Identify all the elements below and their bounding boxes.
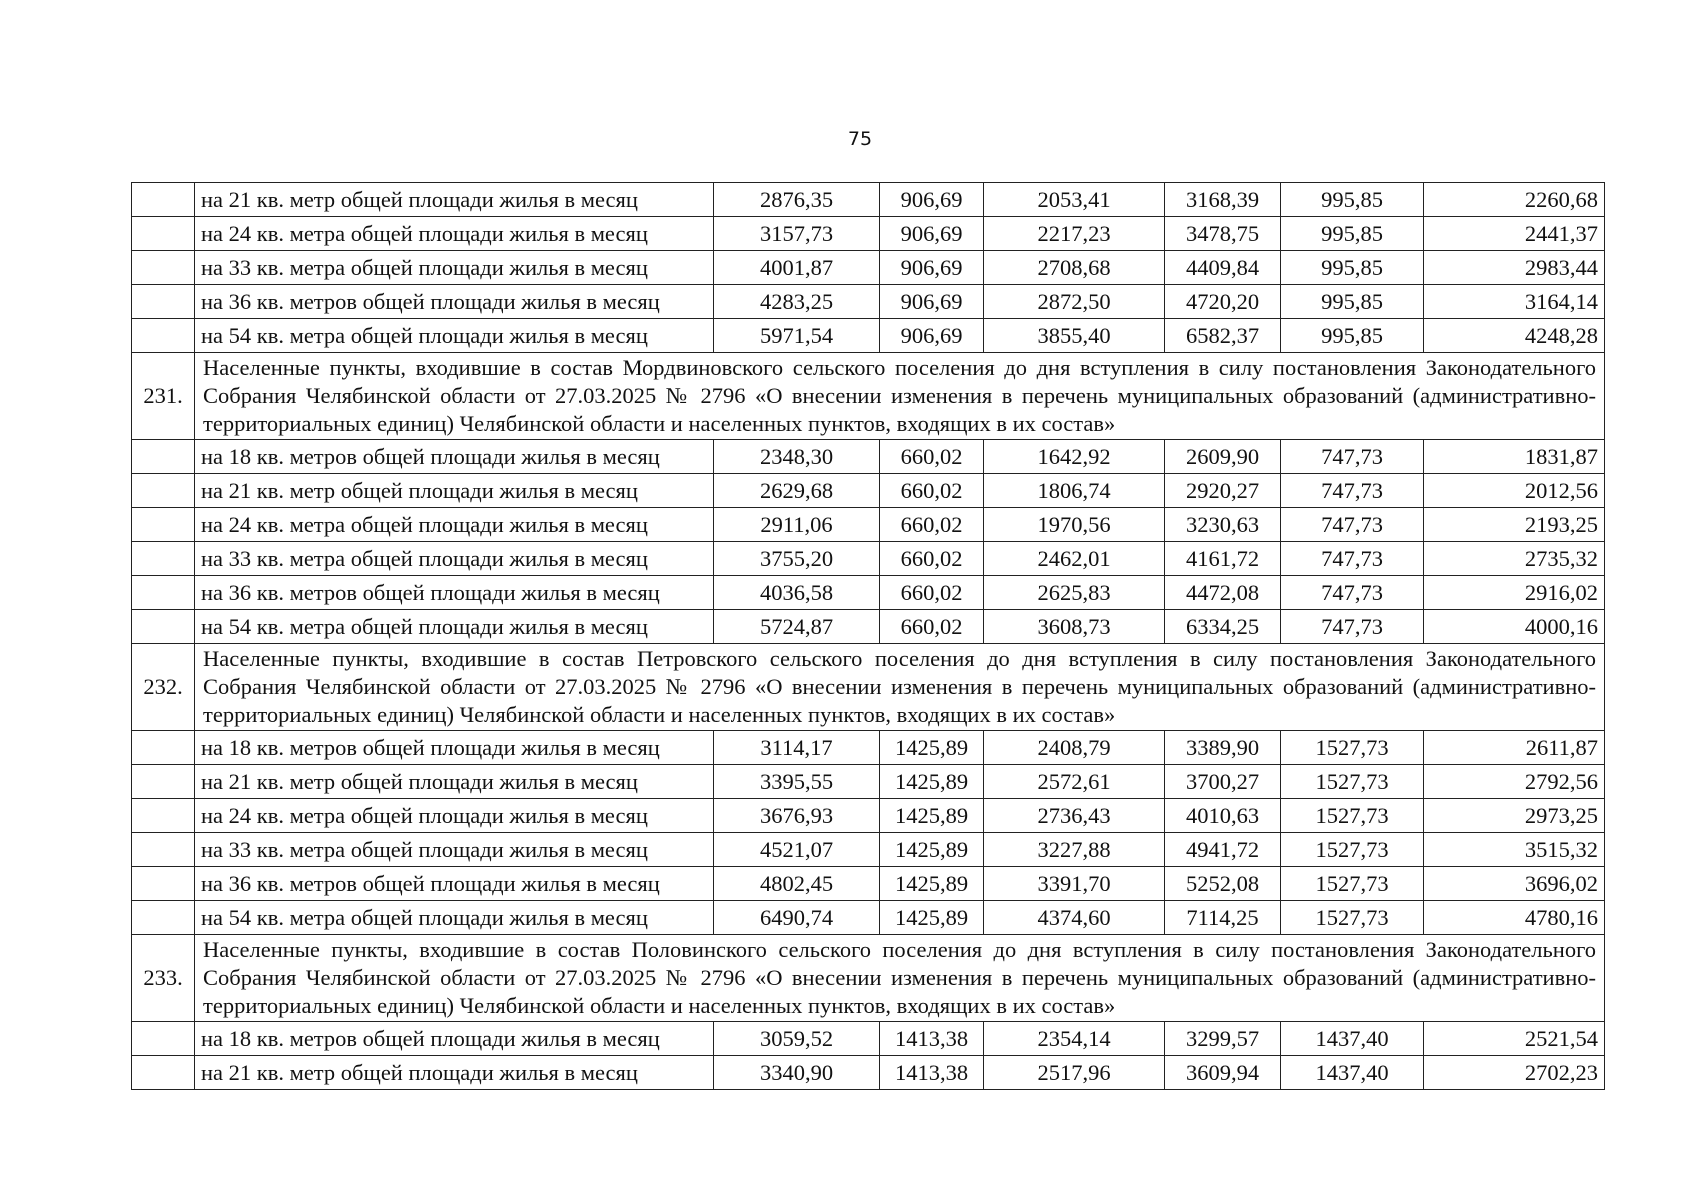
value-cell-6: 4000,16 (1424, 610, 1605, 644)
row-description: на 54 кв. метра общей площади жилья в месяц (195, 319, 714, 353)
value-cell-2: 1425,89 (880, 901, 984, 935)
row-number-cell (132, 183, 195, 217)
table-row (132, 799, 1605, 833)
value-cell-6: 2735,32 (1424, 542, 1605, 576)
value-cell-1: 4802,45 (714, 867, 880, 901)
value-cell-5: 1437,40 (1281, 1056, 1424, 1090)
row-number-cell (132, 508, 195, 542)
value-cell-5: 747,73 (1281, 576, 1424, 610)
value-cell-3: 2736,43 (984, 799, 1165, 833)
value-cell-3: 2872,50 (984, 285, 1165, 319)
row-description: на 18 кв. метров общей площади жилья в месяц (195, 440, 714, 474)
value-cell-4: 3299,57 (1165, 1022, 1281, 1056)
row-description: на 21 кв. метр общей площади жилья в месяц (195, 1056, 714, 1090)
value-cell-6: 2973,25 (1424, 799, 1605, 833)
value-cell-2: 906,69 (880, 251, 984, 285)
value-cell-6: 2792,56 (1424, 765, 1605, 799)
value-cell-6: 2611,87 (1424, 731, 1605, 765)
value-cell-5: 995,85 (1281, 217, 1424, 251)
row-number-cell (132, 731, 195, 765)
value-cell-1: 5724,87 (714, 610, 880, 644)
value-cell-1: 3114,17 (714, 731, 880, 765)
row-number-cell (132, 576, 195, 610)
row-number-cell (132, 319, 195, 353)
row-description: на 21 кв. метр общей площади жилья в месяц (195, 765, 714, 799)
value-cell-6: 4780,16 (1424, 901, 1605, 935)
section-number: 231. (132, 353, 195, 440)
value-cell-3: 2708,68 (984, 251, 1165, 285)
value-cell-6: 2193,25 (1424, 508, 1605, 542)
value-cell-2: 1425,89 (880, 799, 984, 833)
value-cell-4: 5252,08 (1165, 867, 1281, 901)
row-number-cell (132, 285, 195, 319)
value-cell-3: 2354,14 (984, 1022, 1165, 1056)
row-number-cell (132, 765, 195, 799)
value-cell-2: 906,69 (880, 217, 984, 251)
value-cell-1: 4283,25 (714, 285, 880, 319)
value-cell-5: 1527,73 (1281, 765, 1424, 799)
row-description: на 24 кв. метра общей площади жилья в месяц (195, 217, 714, 251)
table-row (132, 542, 1605, 576)
value-cell-4: 4720,20 (1165, 285, 1281, 319)
value-cell-6: 2012,56 (1424, 474, 1605, 508)
value-cell-1: 4036,58 (714, 576, 880, 610)
value-cell-5: 747,73 (1281, 610, 1424, 644)
value-cell-3: 3608,73 (984, 610, 1165, 644)
section-heading: Населенные пункты, входившие в состав Половинского сельского поселения до дня вступления в силу постановления Законодательного Собрания Челябинской области от 27.03.2025 № 2796 «О внесении изменения в перечень муниципальных образований (административно-территориальных единиц) Челябинской области и населенных пунктов, входящих в их состав» (195, 935, 1605, 1022)
value-cell-6: 3696,02 (1424, 867, 1605, 901)
row-description: на 24 кв. метра общей площади жилья в месяц (195, 508, 714, 542)
value-cell-6: 2521,54 (1424, 1022, 1605, 1056)
value-cell-5: 1527,73 (1281, 867, 1424, 901)
section-number: 232. (132, 644, 195, 731)
value-cell-6: 4248,28 (1424, 319, 1605, 353)
value-cell-3: 4374,60 (984, 901, 1165, 935)
table-row (132, 474, 1605, 508)
table-row (132, 440, 1605, 474)
value-cell-6: 3164,14 (1424, 285, 1605, 319)
row-number-cell (132, 867, 195, 901)
value-cell-4: 7114,25 (1165, 901, 1281, 935)
row-description: на 54 кв. метра общей площади жилья в месяц (195, 610, 714, 644)
value-cell-3: 2408,79 (984, 731, 1165, 765)
value-cell-3: 2053,41 (984, 183, 1165, 217)
value-cell-5: 747,73 (1281, 542, 1424, 576)
value-cell-4: 6582,37 (1165, 319, 1281, 353)
value-cell-2: 660,02 (880, 474, 984, 508)
value-cell-4: 3230,63 (1165, 508, 1281, 542)
value-cell-5: 995,85 (1281, 285, 1424, 319)
value-cell-2: 1413,38 (880, 1022, 984, 1056)
value-cell-1: 4001,87 (714, 251, 880, 285)
row-description: на 33 кв. метра общей площади жилья в месяц (195, 251, 714, 285)
table-row (132, 867, 1605, 901)
value-cell-3: 1970,56 (984, 508, 1165, 542)
value-cell-2: 906,69 (880, 285, 984, 319)
value-cell-3: 3227,88 (984, 833, 1165, 867)
value-cell-6: 2916,02 (1424, 576, 1605, 610)
row-number-cell (132, 833, 195, 867)
row-number-cell (132, 217, 195, 251)
value-cell-4: 3700,27 (1165, 765, 1281, 799)
value-cell-3: 2462,01 (984, 542, 1165, 576)
row-description: на 33 кв. метра общей площади жилья в месяц (195, 542, 714, 576)
value-cell-4: 6334,25 (1165, 610, 1281, 644)
row-number-cell (132, 251, 195, 285)
value-cell-4: 2609,90 (1165, 440, 1281, 474)
value-cell-1: 2629,68 (714, 474, 880, 508)
value-cell-3: 2572,61 (984, 765, 1165, 799)
table-row (132, 833, 1605, 867)
value-cell-4: 4409,84 (1165, 251, 1281, 285)
value-cell-6: 2260,68 (1424, 183, 1605, 217)
row-description: на 36 кв. метров общей площади жилья в месяц (195, 576, 714, 610)
row-number-cell (132, 440, 195, 474)
value-cell-6: 2441,37 (1424, 217, 1605, 251)
value-cell-1: 3059,52 (714, 1022, 880, 1056)
table-row (132, 731, 1605, 765)
value-cell-2: 906,69 (880, 183, 984, 217)
value-cell-5: 747,73 (1281, 508, 1424, 542)
table-row (132, 508, 1605, 542)
value-cell-1: 6490,74 (714, 901, 880, 935)
value-cell-5: 1437,40 (1281, 1022, 1424, 1056)
value-cell-2: 660,02 (880, 576, 984, 610)
table-row (132, 901, 1605, 935)
value-cell-4: 4941,72 (1165, 833, 1281, 867)
tariff-table (131, 182, 1605, 1090)
value-cell-2: 1425,89 (880, 765, 984, 799)
value-cell-2: 906,69 (880, 319, 984, 353)
row-description: на 24 кв. метра общей площади жилья в месяц (195, 799, 714, 833)
value-cell-5: 995,85 (1281, 183, 1424, 217)
value-cell-3: 2625,83 (984, 576, 1165, 610)
section-number: 233. (132, 935, 195, 1022)
value-cell-1: 5971,54 (714, 319, 880, 353)
value-cell-4: 2920,27 (1165, 474, 1281, 508)
section-row (132, 935, 1605, 1022)
row-number-cell (132, 1022, 195, 1056)
row-number-cell (132, 474, 195, 508)
row-description: на 18 кв. метров общей площади жилья в месяц (195, 731, 714, 765)
value-cell-3: 1642,92 (984, 440, 1165, 474)
value-cell-1: 2876,35 (714, 183, 880, 217)
table-row (132, 765, 1605, 799)
table-row (132, 217, 1605, 251)
value-cell-4: 4010,63 (1165, 799, 1281, 833)
value-cell-1: 2911,06 (714, 508, 880, 542)
row-description: на 21 кв. метр общей площади жилья в месяц (195, 183, 714, 217)
value-cell-4: 3609,94 (1165, 1056, 1281, 1090)
row-description: на 33 кв. метра общей площади жилья в месяц (195, 833, 714, 867)
value-cell-3: 3855,40 (984, 319, 1165, 353)
table-row (132, 1056, 1605, 1090)
value-cell-2: 1425,89 (880, 867, 984, 901)
table-row (132, 285, 1605, 319)
value-cell-6: 1831,87 (1424, 440, 1605, 474)
value-cell-1: 3340,90 (714, 1056, 880, 1090)
row-description: на 18 кв. метров общей площади жилья в месяц (195, 1022, 714, 1056)
table-row (132, 251, 1605, 285)
row-number-cell (132, 799, 195, 833)
row-number-cell (132, 610, 195, 644)
value-cell-2: 1425,89 (880, 731, 984, 765)
value-cell-2: 1413,38 (880, 1056, 984, 1090)
value-cell-5: 1527,73 (1281, 833, 1424, 867)
value-cell-3: 1806,74 (984, 474, 1165, 508)
page-number: 75 (847, 128, 873, 150)
value-cell-2: 660,02 (880, 440, 984, 474)
value-cell-1: 2348,30 (714, 440, 880, 474)
value-cell-3: 2517,96 (984, 1056, 1165, 1090)
value-cell-6: 3515,32 (1424, 833, 1605, 867)
value-cell-6: 2702,23 (1424, 1056, 1605, 1090)
table-row (132, 576, 1605, 610)
value-cell-4: 4472,08 (1165, 576, 1281, 610)
value-cell-4: 3168,39 (1165, 183, 1281, 217)
value-cell-4: 3389,90 (1165, 731, 1281, 765)
table-row (132, 1022, 1605, 1056)
table-row (132, 319, 1605, 353)
row-description: на 54 кв. метра общей площади жилья в месяц (195, 901, 714, 935)
section-row (132, 353, 1605, 440)
row-number-cell (132, 901, 195, 935)
value-cell-2: 660,02 (880, 542, 984, 576)
row-description: на 36 кв. метров общей площади жилья в месяц (195, 285, 714, 319)
row-description: на 36 кв. метров общей площади жилья в месяц (195, 867, 714, 901)
value-cell-4: 4161,72 (1165, 542, 1281, 576)
section-heading: Населенные пункты, входившие в состав Мордвиновского сельского поселения до дня вступления в силу постановления Законодательного Собрания Челябинской области от 27.03.2025 № 2796 «О внесении изменения в перечень муниципальных образований (административно-территориальных единиц) Челябинской области и населенных пунктов, входящих в их состав» (195, 353, 1605, 440)
value-cell-5: 1527,73 (1281, 799, 1424, 833)
table-row (132, 183, 1605, 217)
value-cell-1: 3395,55 (714, 765, 880, 799)
value-cell-1: 4521,07 (714, 833, 880, 867)
value-cell-5: 995,85 (1281, 319, 1424, 353)
table-row (132, 610, 1605, 644)
value-cell-5: 995,85 (1281, 251, 1424, 285)
value-cell-3: 2217,23 (984, 217, 1165, 251)
value-cell-5: 1527,73 (1281, 901, 1424, 935)
section-heading: Населенные пункты, входившие в состав Петровского сельского поселения до дня вступления в силу постановления Законодательного Собрания Челябинской области от 27.03.2025 № 2796 «О внесении изменения в перечень муниципальных образований (административно-территориальных единиц) Челябинской области и населенных пунктов, входящих в их состав» (195, 644, 1605, 731)
value-cell-1: 3676,93 (714, 799, 880, 833)
row-description: на 21 кв. метр общей площади жилья в месяц (195, 474, 714, 508)
value-cell-5: 747,73 (1281, 440, 1424, 474)
value-cell-5: 1527,73 (1281, 731, 1424, 765)
value-cell-1: 3755,20 (714, 542, 880, 576)
value-cell-2: 660,02 (880, 610, 984, 644)
value-cell-4: 3478,75 (1165, 217, 1281, 251)
value-cell-5: 747,73 (1281, 474, 1424, 508)
row-number-cell (132, 542, 195, 576)
value-cell-2: 660,02 (880, 508, 984, 542)
value-cell-6: 2983,44 (1424, 251, 1605, 285)
row-number-cell (132, 1056, 195, 1090)
value-cell-3: 3391,70 (984, 867, 1165, 901)
value-cell-1: 3157,73 (714, 217, 880, 251)
section-row (132, 644, 1605, 731)
value-cell-2: 1425,89 (880, 833, 984, 867)
